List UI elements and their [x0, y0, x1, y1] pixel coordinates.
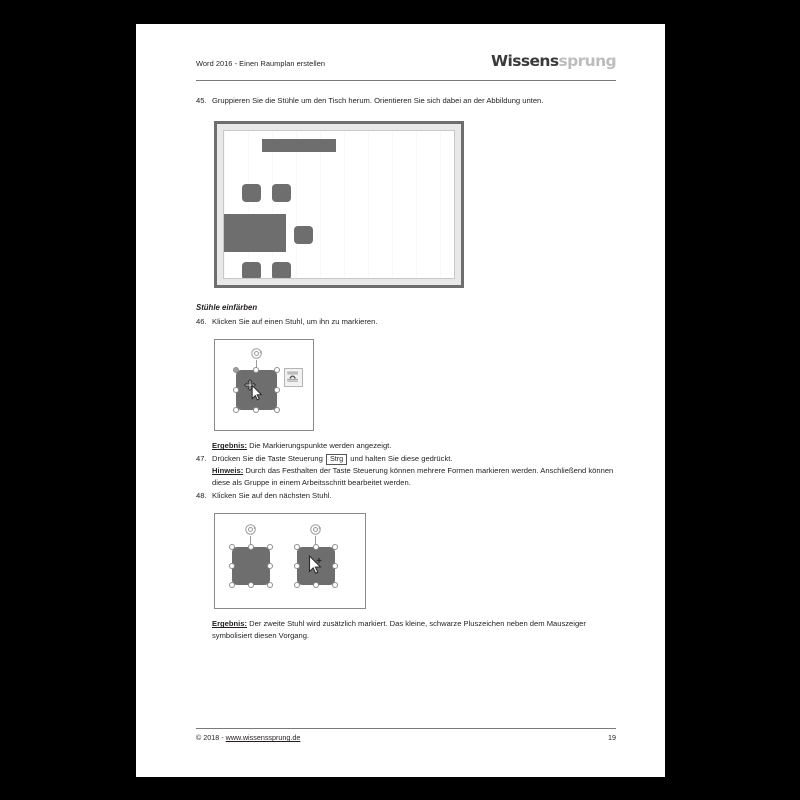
note-hinweis	[196, 465, 616, 488]
step-47	[196, 453, 616, 465]
footer-copyright	[196, 733, 300, 742]
page-content	[196, 54, 616, 642]
add-to-selection-cursor	[308, 555, 328, 577]
room-plan-canvas	[223, 130, 455, 279]
step-47-number: 47.	[196, 453, 207, 463]
left-selection-handle-se[interactable]	[267, 582, 273, 588]
canvas-gridlines	[224, 131, 454, 278]
selected-chair-shape-left[interactable]	[232, 547, 270, 585]
shape-chair-top-right	[272, 184, 291, 202]
room-plan-figure-wrap	[214, 121, 616, 288]
left-selection-handle-s[interactable]	[248, 582, 254, 588]
shape-chair-bottom-right	[272, 262, 291, 279]
page-header	[196, 54, 616, 81]
step-45-text: Gruppieren Sie die Stühle um den Tisch herum. Orientieren Sie sich dabei an der Abbildung unten.	[212, 96, 544, 105]
selection-handle-sw[interactable]	[233, 407, 239, 413]
strg-keycap: Strg	[326, 454, 347, 464]
step-45-number: 45.	[196, 96, 207, 105]
step-45	[196, 95, 616, 107]
selection-handle-e[interactable]	[274, 387, 280, 393]
single-selected-chair-figure	[214, 339, 314, 431]
right-selection-handle-sw[interactable]	[294, 582, 300, 588]
move-cursor	[244, 379, 266, 401]
left-selection-handle-sw[interactable]	[229, 582, 235, 588]
page-footer	[196, 728, 616, 747]
step-46-number: 46.	[196, 316, 207, 326]
note-ergebnis-1-text: Die Markierungspunkte werden angezeigt.	[247, 441, 392, 451]
note-ergebnis-2	[196, 618, 616, 641]
single-chair-figure-wrap	[214, 339, 616, 431]
note-ergebnis-2-lead: Ergebnis:	[212, 619, 248, 629]
right-selection-handle-ne[interactable]	[332, 544, 338, 550]
header-title: Word 2016 - Einen Raumplan erstellen	[196, 59, 326, 68]
section-heading: Stühle einfärben	[196, 302, 258, 312]
document-body	[196, 95, 616, 641]
note-hinweis-text: Durch das Festhalten der Taste Steuerung können mehrere Formen markieren werden. Anschließend können diese als Gruppe in einem Arbeitsschritt bearbeitet werden.	[212, 466, 614, 487]
two-chairs-figure-wrap	[214, 513, 616, 609]
shape-chair-right	[294, 226, 313, 244]
shape-chair-bottom-left	[242, 262, 261, 279]
note-hinweis-lead: Hinweis:	[212, 466, 244, 476]
right-selection-handle-se[interactable]	[332, 582, 338, 588]
right-selection-handle-s[interactable]	[313, 582, 319, 588]
step-47-text-after: und halten Sie diese gedrückt.	[348, 453, 453, 463]
footer-copyright-text: © 2018 -	[196, 733, 226, 742]
note-ergebnis-2-text: Der zweite Stuhl wird zusätzlich markiert. Das kleine, schwarze Pluszeichen neben dem Mauszeiger symbolisiert diesen Vorgang.	[212, 619, 586, 640]
note-ergebnis-1-lead: Ergebnis:	[212, 441, 248, 451]
step-48-number: 48.	[196, 490, 207, 500]
shape-chair-top-left	[242, 184, 261, 202]
layout-options-icon[interactable]	[284, 368, 303, 387]
two-selected-chairs-figure	[214, 513, 366, 609]
wissenssprung-logo	[491, 54, 616, 70]
logo-text-primary: Wissens	[491, 52, 559, 70]
step-47-text-before: Drücken Sie die Taste Steuerung	[212, 453, 325, 463]
step-46-text: Klicken Sie auf einen Stuhl, um ihn zu markieren.	[212, 316, 378, 326]
left-selection-handle-ne[interactable]	[267, 544, 273, 550]
shape-counter	[262, 139, 336, 152]
rotate-handle-icon[interactable]	[250, 347, 263, 360]
step-48	[196, 490, 616, 502]
step-48-text: Klicken Sie auf den nächsten Stuhl.	[212, 490, 332, 500]
selection-handle-se[interactable]	[274, 407, 280, 413]
footer-url-link[interactable]: www.wissenssprung.de	[225, 733, 301, 742]
room-plan-figure	[214, 121, 464, 288]
selection-handle-s[interactable]	[253, 407, 259, 413]
note-ergebnis-1	[196, 440, 616, 452]
logo-text-secondary: sprung	[558, 52, 616, 70]
rotate-handle-icon-right[interactable]	[309, 523, 322, 536]
footer-page-number: 19	[608, 733, 616, 742]
right-selection-handle-e[interactable]	[332, 563, 338, 569]
shape-table	[224, 214, 286, 252]
selection-handle-ne[interactable]	[274, 367, 280, 373]
step-46	[196, 316, 616, 328]
left-selection-handle-e[interactable]	[267, 563, 273, 569]
rotate-handle-icon-left[interactable]	[244, 523, 257, 536]
document-page	[136, 24, 665, 777]
step-47-text	[212, 453, 616, 465]
